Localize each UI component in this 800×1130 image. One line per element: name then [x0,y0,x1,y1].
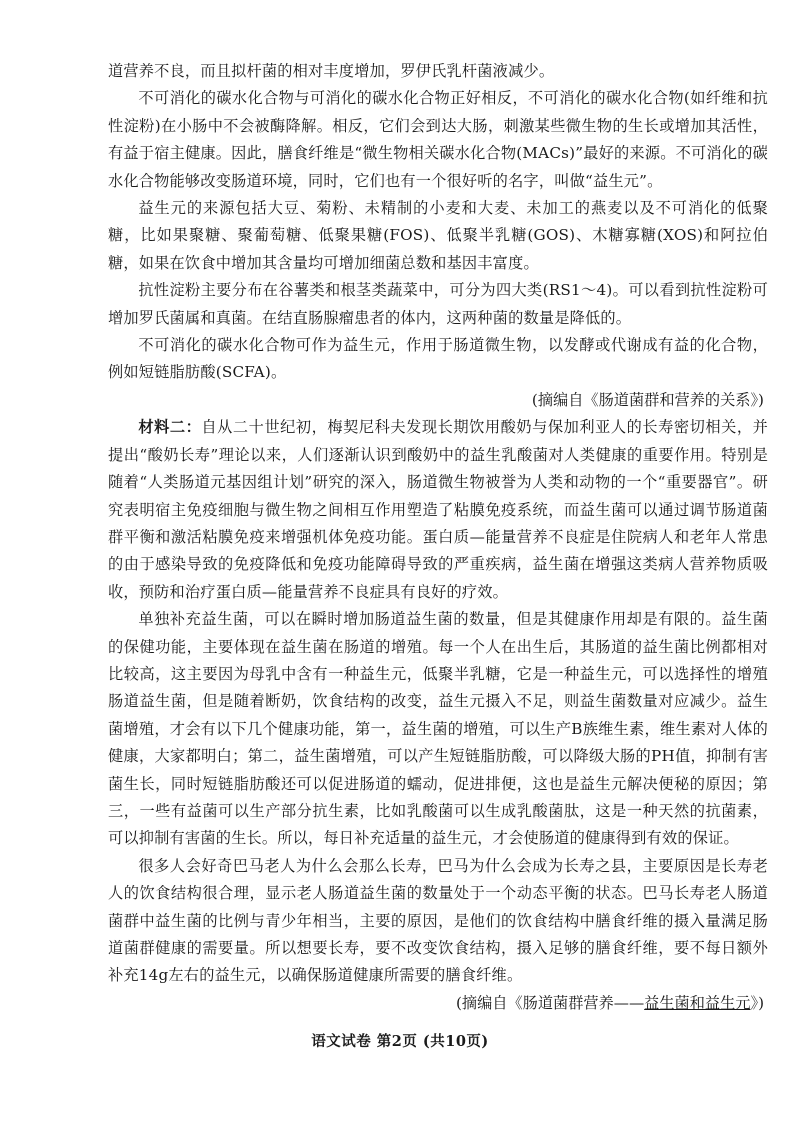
material-two-intro-text: 自从二十世纪初，梅契尼科夫发现长期饮用酸奶与保加利亚人的长寿密切相关，并提出“酸奶长寿”理论以来，人们逐渐认识到酸奶中的益生乳酸菌对人类健康的重要作用。特别是随着“人类肠道元基因组计划”研究的深入，肠道微生物被誉为人类和动物的一个“重要器官”。研究表明宿主免疫细胞与微生物之间相互作用塑造了粘膜免疫系统，而益生菌可以通过调节肠道菌群平衡和激活粘膜免疫来增强机体免疫功能。蛋白质—能量营养不良症是住院病人和老年人常患的由于感染导致的免疫降低和免疫功能障碍导致的严重疾病，益生菌在增强这类病人营养物质吸收，预防和治疗蛋白质—能量营养不良症具有良好的疗效。 [108,418,768,601]
paragraph-continuation: 道营养不良，而且拟杆菌的相对丰度增加，罗伊氏乳杆菌液减少。 [108,62,555,80]
paragraph-scfa: 不可消化的碳水化合物可作为益生元，作用于肠道微生物，以发酵或代谢成有益的化合物，例如短链脂肪酸(SCFA)。 [108,336,768,382]
paragraph-material-two-intro [108,414,768,606]
paragraph-resistant-starch: 抗性淀粉主要分布在谷薯类和根茎类蔬菜中，可分为四大类(RS1～4)。可以看到抗性淀粉可增加罗氏菌属和真菌。在结直肠腺瘤患者的体内，这两种菌的数量是降低的。 [108,281,768,327]
paragraph-probiotic-proliferation: 单独补充益生菌，可以在瞬时增加肠道益生菌的数量，但是其健康作用却是有限的。益生菌的保健功能，主要体现在益生菌在肠道的增殖。每一个人在出生后，其肠道的益生菌比例都相对比较高，这主要因为母乳中含有一种益生元，低聚半乳糖，它是一种益生元，可以选择性的增殖肠道益生菌，但是随着断奶，饮食结构的改变，益生元摄入不足，则益生菌数量对应减少。益生菌增殖，才会有以下几个健康功能，第一，益生菌的增殖，可以生产B族维生素，维生素对人体的健康，大家都明白；第二，益生菌增殖，可以产生短链脂肪酸，可以降级大肠的PH值，抑制有害菌生长，同时短链脂肪酸还可以促进肠道的蠕动，促进排便，这也是益生元解决便秘的原因；第三，一些有益菌可以生产部分抗生素，比如乳酸菌可以生成乳酸菌肽，这是一种天然的抗菌素，可以抑制有害菌的生长。所以，每日补充适量的益生元，才会使肠道的健康得到有效的保证。 [108,610,768,848]
material-two-label: 材料二： [138,418,202,437]
source-underlined-title: 益生菌和益生元 [644,993,751,1012]
source-citation-1: (摘编自《肠道菌群和营养的关系》) [531,390,764,409]
document-page [108,58,768,1017]
paragraph-bama-longevity: 很多人会好奇巴马老人为什么会那么长寿，巴马为什么会成为长寿之县，主要原因是长寿老人的饮食结构很合理，显示老人肠道益生菌的数量处于一个动态平衡的状态。巴马长寿老人肠道菌群中益生菌的比例与青少年相当，主要的原因，是他们的饮食结构中膳食纤维的摄入量满足肠道菌群健康的需要量。所以想要长寿，要不改变饮食结构，摄入足够的膳食纤维，要不每日额外补充14g左右的益生元，以确保肠道健康所需要的膳食纤维。 [108,856,768,985]
page-footer: 语文试卷 第2页 (共10页) [311,1033,489,1050]
paragraph-prebiotic-sources: 益生元的来源包括大豆、菊粉、未精制的小麦和大麦、未加工的燕麦以及不可消化的低聚糖，比如果聚糖、聚葡萄糖、低聚果糖(FOS)、低聚半乳糖(GOS)、木糖寡糖(XOS)和阿拉伯糖，如果在饮食中增加其含量均可增加细菌总数和基因丰富度。 [108,199,768,272]
paragraph-indigestible-carbs: 不可消化的碳水化合物与可消化的碳水化合物正好相反，不可消化的碳水化合物(如纤维和抗性淀粉)在小肠中不会被酶降解。相反，它们会到达大肠，刺激某些微生物的生长或增加其活性，有益于宿主健康。因此，膳食纤维是“微生物相关碳水化合物(MACs)”最好的来源。不可消化的碳水化合物能够改变肠道环境，同时，它们也有一个很好听的名字，叫做“益生元”。 [108,89,768,190]
source-citation-2: (摘编自《肠道菌群营养——益生菌和益生元》) [455,993,764,1012]
